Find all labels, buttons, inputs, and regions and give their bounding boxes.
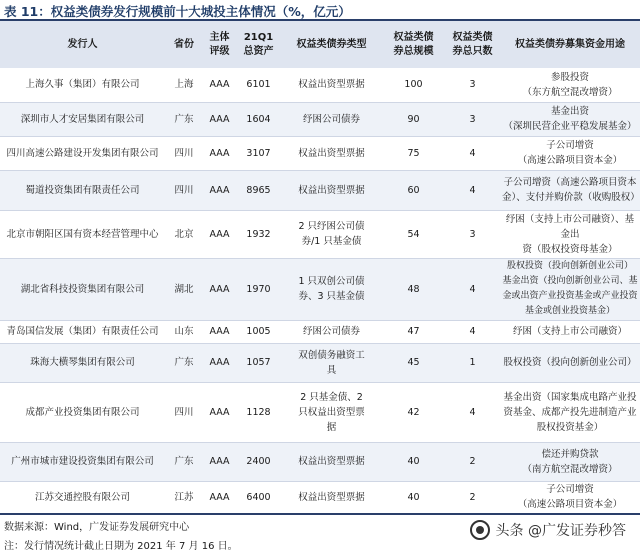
- source-note: 数据来源：Wind，广发证券发展研究中心: [4, 522, 190, 533]
- cell-use: 股权投资（投向创新创业公司）: [500, 343, 640, 382]
- cell-type: 权益出资型票据: [281, 442, 382, 481]
- cell-rating: AAA: [203, 136, 236, 170]
- cell-type: 2 只纾困公司债 券/1 只基金债: [281, 210, 382, 258]
- cell-assets: 1932: [236, 210, 281, 258]
- cell-issuer: 青岛国信发展（集团）有限责任公司: [0, 320, 165, 343]
- table-row: [0, 442, 640, 481]
- cell-type: 权益出资型票据: [281, 68, 382, 102]
- cell-scale: 48: [382, 258, 445, 320]
- cell-type: 权益出资型票据: [281, 136, 382, 170]
- cell-assets: 6101: [236, 68, 281, 102]
- cell-count: 4: [445, 382, 500, 442]
- toutiao-logo-icon: [470, 520, 490, 540]
- cell-use: 基金出资（国家集成电路产业投 资基金、成都产投先进制造产业 股权投资基金）: [500, 382, 640, 442]
- cell-count: 4: [445, 170, 500, 210]
- cell-scale: 60: [382, 170, 445, 210]
- cell-rating: AAA: [203, 382, 236, 442]
- table-row: [0, 258, 640, 320]
- cell-use: 基金出资 （深圳民营企业平稳发展基金）: [500, 102, 640, 136]
- cell-scale: 75: [382, 136, 445, 170]
- cell-assets: 1005: [236, 320, 281, 343]
- header-use: 权益类债券募集资金用途: [500, 21, 640, 68]
- cell-use: 纾困（支持上市公司融资）、基金出 资（股权投资母基金）: [500, 210, 640, 258]
- table-row: [0, 382, 640, 442]
- cell-use: 纾困（支持上市公司融资）: [500, 320, 640, 343]
- header-issuer: 发行人: [0, 21, 165, 68]
- cell-issuer: 湖北省科技投资集团有限公司: [0, 258, 165, 320]
- header-count: 权益类债 券总只数: [445, 21, 500, 68]
- cell-issuer: 上海久事（集团）有限公司: [0, 68, 165, 102]
- cell-rating: AAA: [203, 320, 236, 343]
- cell-scale: 47: [382, 320, 445, 343]
- cell-count: 4: [445, 258, 500, 320]
- cell-scale: 45: [382, 343, 445, 382]
- header-province: 省份: [165, 21, 203, 68]
- header-row: [0, 21, 640, 68]
- cell-province: 上海: [165, 68, 203, 102]
- cell-issuer: 广州市城市建设投资集团有限公司: [0, 442, 165, 481]
- table-row: [0, 210, 640, 258]
- cell-count: 3: [445, 102, 500, 136]
- cell-count: 1: [445, 343, 500, 382]
- cell-issuer: 蜀道投资集团有限责任公司: [0, 170, 165, 210]
- cell-use: 子公司增资 （高速公路项目资本金）: [500, 136, 640, 170]
- cell-assets: 1057: [236, 343, 281, 382]
- cell-issuer: 北京市朝阳区国有资本经营管理中心: [0, 210, 165, 258]
- cell-use: 子公司增资 （高速公路项目资本金）: [500, 481, 640, 514]
- cell-province: 湖北: [165, 258, 203, 320]
- cell-province: 广东: [165, 442, 203, 481]
- cell-count: 2: [445, 442, 500, 481]
- header-rating: 主体 评级: [203, 21, 236, 68]
- table-row: [0, 68, 640, 102]
- issuer-table: [0, 21, 640, 515]
- cell-count: 4: [445, 136, 500, 170]
- cell-type: 2 只基金债、2 只权益出资型票 据: [281, 382, 382, 442]
- cell-issuer: 成都产业投资集团有限公司: [0, 382, 165, 442]
- header-type: 权益类债券类型: [281, 21, 382, 68]
- cell-count: 3: [445, 68, 500, 102]
- cell-scale: 40: [382, 481, 445, 514]
- cell-count: 4: [445, 320, 500, 343]
- cell-province: 四川: [165, 170, 203, 210]
- cell-province: 北京: [165, 210, 203, 258]
- header-scale: 权益类债 券总规模: [382, 21, 445, 68]
- cell-scale: 90: [382, 102, 445, 136]
- table-row: [0, 343, 640, 382]
- cell-type: 双创债务融资工 具: [281, 343, 382, 382]
- cell-province: 广东: [165, 343, 203, 382]
- cell-issuer: 江苏交通控股有限公司: [0, 481, 165, 514]
- cell-assets: 3107: [236, 136, 281, 170]
- table-row: [0, 136, 640, 170]
- cell-scale: 42: [382, 382, 445, 442]
- watermark: [470, 519, 626, 541]
- cell-issuer: 珠海大横琴集团有限公司: [0, 343, 165, 382]
- cell-count: 3: [445, 210, 500, 258]
- cell-scale: 100: [382, 68, 445, 102]
- cell-use: 参股投资 （东方航空混改增资）: [500, 68, 640, 102]
- cell-type: 1 只双创公司债 券、3 只基金债: [281, 258, 382, 320]
- cell-assets: 1970: [236, 258, 281, 320]
- cell-scale: 40: [382, 442, 445, 481]
- table-row: [0, 170, 640, 210]
- cell-assets: 8965: [236, 170, 281, 210]
- cell-rating: AAA: [203, 343, 236, 382]
- cell-issuer: 四川高速公路建设开发集团有限公司: [0, 136, 165, 170]
- cell-rating: AAA: [203, 210, 236, 258]
- cell-assets: 2400: [236, 442, 281, 481]
- cell-rating: AAA: [203, 68, 236, 102]
- header-assets: 21Q1 总资产: [236, 21, 281, 68]
- cell-province: 广东: [165, 102, 203, 136]
- cell-province: 四川: [165, 382, 203, 442]
- cell-use: 偿还并购贷款 （南方航空混改增资）: [500, 442, 640, 481]
- watermark-text: 头条 @广发证券秒答: [495, 523, 626, 539]
- cell-rating: AAA: [203, 170, 236, 210]
- cell-assets: 6400: [236, 481, 281, 514]
- cell-province: 山东: [165, 320, 203, 343]
- cell-province: 四川: [165, 136, 203, 170]
- cell-type: 纾困公司债券: [281, 320, 382, 343]
- cell-rating: AAA: [203, 102, 236, 136]
- cell-rating: AAA: [203, 442, 236, 481]
- cell-rating: AAA: [203, 481, 236, 514]
- cell-province: 江苏: [165, 481, 203, 514]
- cell-issuer: 深圳市人才安居集团有限公司: [0, 102, 165, 136]
- cell-count: 2: [445, 481, 500, 514]
- cell-type: 权益出资型票据: [281, 481, 382, 514]
- table-row: [0, 481, 640, 514]
- cell-assets: 1128: [236, 382, 281, 442]
- cell-rating: AAA: [203, 258, 236, 320]
- cell-type: 权益出资型票据: [281, 170, 382, 210]
- cell-assets: 1604: [236, 102, 281, 136]
- cell-use: 子公司增资（高速公路项目资本 金）、支付并购价款（收购股权）: [500, 170, 640, 210]
- cell-use: 股权投资（投向创新创业公司） 基金出资（投向创新创业公司、基 金或出资产业投资基金或产业投资 基金或创业投资基金）: [500, 258, 640, 320]
- table-row: [0, 320, 640, 343]
- table-title: 表 11：权益类债券发行规模前十大城投主体情况（%，亿元）: [4, 4, 351, 19]
- cell-scale: 54: [382, 210, 445, 258]
- table-row: [0, 102, 640, 136]
- footnote: 注：发行情况统计截止日期为 2021 年 7 月 16 日。: [4, 541, 238, 552]
- cell-type: 纾困公司债券: [281, 102, 382, 136]
